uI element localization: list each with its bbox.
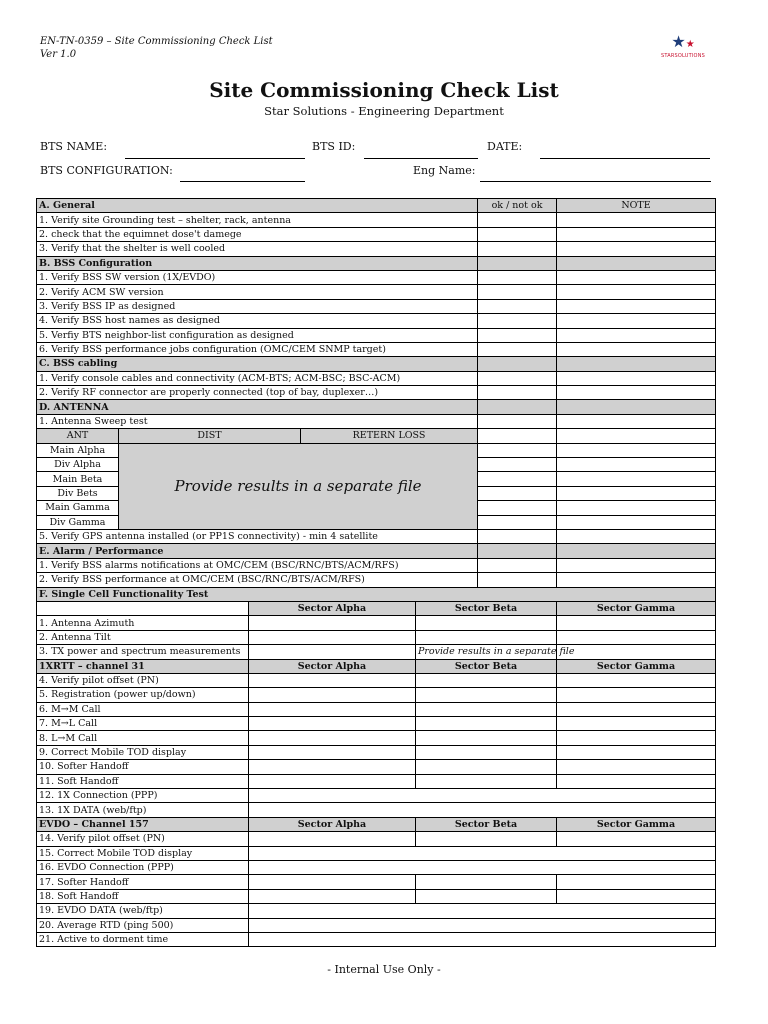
merged-result-cell[interactable]	[249, 860, 716, 874]
eng-name-label: Eng Name:	[413, 164, 476, 177]
sector-gamma-cell[interactable]	[557, 875, 716, 889]
test-item-label: 9. Correct Mobile TOD display	[37, 745, 249, 759]
note-cell[interactable]	[557, 285, 716, 299]
note-cell[interactable]	[557, 227, 716, 241]
ok-cell[interactable]	[478, 472, 557, 486]
test-item-label: 13. 1X DATA (web/ftp)	[37, 803, 249, 817]
note-cell	[557, 357, 716, 371]
note-cell	[557, 544, 716, 558]
document-code: EN-TN-0359 – Site Commissioning Check List	[40, 36, 273, 47]
sector-alpha-cell[interactable]	[249, 630, 416, 644]
ok-cell[interactable]	[478, 328, 557, 342]
test-item-row	[37, 616, 716, 630]
sector-column-header: Sector Beta	[416, 659, 557, 673]
section-c-header	[37, 357, 716, 371]
company-logo	[655, 34, 711, 59]
checklist-item-label: 1. Verify BSS SW version (1X/EVDO)	[37, 270, 478, 284]
sector-column-header: Sector Gamma	[557, 817, 716, 831]
note-cell[interactable]	[557, 443, 716, 457]
ok-cell[interactable]	[478, 314, 557, 328]
ok-cell[interactable]	[478, 529, 557, 543]
merged-result-cell[interactable]	[249, 918, 716, 932]
page-title: Site Commissioning Check List	[209, 78, 559, 102]
checklist-item-row	[37, 299, 716, 313]
ok-cell[interactable]	[478, 270, 557, 284]
sector-alpha-cell[interactable]	[249, 760, 416, 774]
sector-header-row	[37, 601, 716, 615]
checklist-item-label: 3. Verify that the shelter is well cooled	[37, 242, 478, 256]
note-cell[interactable]	[557, 314, 716, 328]
ok-cell[interactable]	[478, 501, 557, 515]
ok-cell	[478, 544, 557, 558]
section-b-header	[37, 256, 716, 270]
sector-column-header: Sector Alpha	[249, 601, 416, 615]
note-cell[interactable]	[557, 501, 716, 515]
sector-beta-cell[interactable]	[416, 616, 557, 630]
checklist-table	[36, 198, 716, 947]
note-cell[interactable]	[557, 342, 716, 356]
eng-name-field[interactable]	[480, 181, 711, 182]
bts-config-label: BTS CONFIGURATION:	[40, 164, 173, 177]
antenna-label: Div Bets	[37, 486, 119, 500]
ok-cell[interactable]	[478, 342, 557, 356]
test-item-label: 8. L→M Call	[37, 731, 249, 745]
checklist-item-row	[37, 573, 716, 587]
checklist-item-label: 2. Verify RF connector are properly connected (top of bay, duplexer…)	[37, 386, 478, 400]
checklist-item-row	[37, 371, 716, 385]
sector-column-header: Sector Gamma	[557, 659, 716, 673]
checklist-item-label: 6. Verify BSS performance jobs configuration (OMC/CEM SNMP target)	[37, 342, 478, 356]
checklist-item-row	[37, 242, 716, 256]
sector-alpha-cell[interactable]	[249, 717, 416, 731]
ant-column-header: ANT	[37, 429, 119, 443]
sector-alpha-cell[interactable]	[249, 745, 416, 759]
note-cell[interactable]	[557, 558, 716, 572]
note-cell[interactable]	[557, 486, 716, 500]
checklist-item-label: 1. Antenna Sweep test	[37, 414, 478, 428]
checklist-item-row	[37, 414, 716, 428]
sector-beta-cell[interactable]	[416, 774, 557, 788]
checklist-item-label: 5. Verify GPS antenna installed (or PP1S connectivity) - min 4 satellite	[37, 529, 478, 543]
merged-result-cell[interactable]	[249, 904, 716, 918]
note-cell[interactable]	[557, 371, 716, 385]
test-item-row	[37, 760, 716, 774]
test-item-row	[37, 630, 716, 644]
logo-text: STARSOLUTIONS	[660, 53, 706, 59]
test-item-label: 19. EVDO DATA (web/ftp)	[37, 904, 249, 918]
document-meta	[40, 35, 273, 61]
test-item-label: 3. TX power and spectrum measurements	[37, 645, 249, 659]
bts-name-field[interactable]	[125, 158, 305, 159]
checklist-item-label: 2. Verify ACM SW version	[37, 285, 478, 299]
checklist-item-label: 1. Verify console cables and connectivity (ACM-BTS; ACM-BSC; BSC-ACM)	[37, 371, 478, 385]
sector-beta-cell[interactable]	[416, 702, 557, 716]
note-cell[interactable]	[557, 386, 716, 400]
sector-gamma-cell[interactable]	[557, 774, 716, 788]
checklist-item-label: 2. check that the equimnet dose't damege	[37, 227, 478, 241]
ok-cell[interactable]	[478, 299, 557, 313]
sector-gamma-cell[interactable]	[557, 760, 716, 774]
sector-beta-cell[interactable]	[416, 688, 557, 702]
test-item-row	[37, 803, 716, 817]
section-header: E. Alarm / Performance	[37, 544, 478, 558]
ok-cell[interactable]	[478, 386, 557, 400]
note-cell[interactable]	[557, 515, 716, 529]
ok-cell[interactable]	[478, 227, 557, 241]
section-e-header	[37, 544, 716, 558]
sector-gamma-cell[interactable]	[557, 616, 716, 630]
test-item-label: 20. Average RTD (ping 500)	[37, 918, 249, 932]
test-item-row	[37, 918, 716, 932]
note-cell[interactable]	[557, 213, 716, 227]
test-item-row	[37, 875, 716, 889]
antenna-label: Div Gamma	[37, 515, 119, 529]
test-item-row	[37, 932, 716, 946]
test-item-label: 15. Correct Mobile TOD display	[37, 846, 249, 860]
sector-gamma-cell[interactable]	[557, 731, 716, 745]
blank-cell	[37, 601, 249, 615]
sector-gamma-cell[interactable]	[557, 673, 716, 687]
sector-beta-cell[interactable]	[416, 875, 557, 889]
test-item-row	[37, 673, 716, 687]
sector-alpha-cell[interactable]	[249, 616, 416, 630]
test-item-row	[37, 702, 716, 716]
test-item-row	[37, 860, 716, 874]
sector-gamma-cell[interactable]	[557, 702, 716, 716]
note-cell[interactable]	[557, 270, 716, 284]
ok-cell[interactable]	[478, 515, 557, 529]
checklist-item-row	[37, 328, 716, 342]
test-item-label: 5. Registration (power up/down)	[37, 688, 249, 702]
bts-id-field[interactable]	[364, 158, 478, 159]
sector-column-header: Sector Beta	[416, 817, 557, 831]
sector-column-header: Sector Alpha	[249, 817, 416, 831]
merged-result-cell[interactable]	[249, 789, 716, 803]
sector-gamma-cell[interactable]	[557, 645, 716, 659]
merged-result-cell[interactable]	[249, 846, 716, 860]
section-header: 1XRTT – channel 31	[37, 659, 249, 673]
test-item-label: 12. 1X Connection (PPP)	[37, 789, 249, 803]
test-item-label: 4. Verify pilot offset (PN)	[37, 673, 249, 687]
section-header: C. BSS cabling	[37, 357, 478, 371]
note-cell[interactable]	[557, 529, 716, 543]
merged-result-cell[interactable]	[249, 803, 716, 817]
sector-alpha-cell[interactable]	[249, 645, 416, 659]
section-d-header	[37, 400, 716, 414]
test-item-row	[37, 832, 716, 846]
checklist-item-row	[37, 213, 716, 227]
sector-alpha-cell[interactable]	[249, 889, 416, 903]
test-item-row	[37, 904, 716, 918]
tx-results-note: Provide results in a separate file	[416, 645, 557, 659]
test-item-row	[37, 731, 716, 745]
test-item-label: 18. Soft Handoff	[37, 889, 249, 903]
test-item-label: 1. Antenna Azimuth	[37, 616, 249, 630]
bts-id-label: BTS ID:	[312, 140, 356, 153]
test-item-row	[37, 717, 716, 731]
note-cell[interactable]	[557, 414, 716, 428]
checklist-item-row	[37, 270, 716, 284]
test-item-row	[37, 688, 716, 702]
sector-gamma-cell[interactable]	[557, 717, 716, 731]
note-cell[interactable]	[557, 573, 716, 587]
checklist-item-label: 1. Verify site Grounding test – shelter, rack, antenna	[37, 213, 478, 227]
sector-beta-cell[interactable]	[416, 673, 557, 687]
test-item-row	[37, 846, 716, 860]
checklist-item-row	[37, 386, 716, 400]
star-icon: ★★	[671, 32, 695, 51]
ok-cell[interactable]	[478, 443, 557, 457]
return-loss-column-header: RETERN LOSS	[301, 429, 478, 443]
section-header: EVDO – Channel 157	[37, 817, 249, 831]
ok-cell[interactable]	[478, 486, 557, 500]
ok-cell[interactable]	[478, 573, 557, 587]
sector-alpha-cell[interactable]	[249, 731, 416, 745]
sector-alpha-cell[interactable]	[249, 875, 416, 889]
sector-beta-cell[interactable]	[416, 745, 557, 759]
ok-cell	[478, 400, 557, 414]
checklist-item-row	[37, 529, 716, 543]
ok-cell	[478, 429, 557, 443]
ok-cell[interactable]	[478, 371, 557, 385]
test-item-label: 6. M→M Call	[37, 702, 249, 716]
date-label: DATE:	[487, 140, 523, 153]
sector-beta-cell[interactable]	[416, 832, 557, 846]
sector-beta-cell[interactable]	[416, 889, 557, 903]
bts-name-label: BTS NAME:	[40, 140, 108, 153]
sector-alpha-cell[interactable]	[249, 774, 416, 788]
section-header: A. General	[37, 199, 478, 213]
antenna-subheader-row	[37, 429, 716, 443]
ok-cell	[478, 357, 557, 371]
ok-cell[interactable]	[478, 458, 557, 472]
test-item-label: 7. M→L Call	[37, 717, 249, 731]
test-item-label: 14. Verify pilot offset (PN)	[37, 832, 249, 846]
sector-column-header: Sector Beta	[416, 601, 557, 615]
checklist-item-row	[37, 314, 716, 328]
sector-alpha-cell[interactable]	[249, 702, 416, 716]
test-item-label: 16. EVDO Connection (PPP)	[37, 860, 249, 874]
sector-column-header: Sector Gamma	[557, 601, 716, 615]
antenna-label: Main Alpha	[37, 443, 119, 457]
test-item-label: 17. Softer Handoff	[37, 875, 249, 889]
date-field[interactable]	[540, 158, 710, 159]
checklist-item-row	[37, 285, 716, 299]
ok-cell[interactable]	[478, 414, 557, 428]
sector-gamma-cell[interactable]	[557, 688, 716, 702]
checklist-item-label: 5. Verfiy BTS neighbor-list configuration as designed	[37, 328, 478, 342]
sector-gamma-cell[interactable]	[557, 630, 716, 644]
test-item-label: 11. Soft Handoff	[37, 774, 249, 788]
ok-cell[interactable]	[478, 213, 557, 227]
page-subtitle: Star Solutions - Engineering Department	[264, 104, 504, 118]
merged-result-cell[interactable]	[249, 932, 716, 946]
sector-beta-cell[interactable]	[416, 731, 557, 745]
antenna-results-note: Provide results in a separate file	[119, 443, 478, 529]
section-header: B. BSS Configuration	[37, 256, 478, 270]
test-item-label: 2. Antenna Tilt	[37, 630, 249, 644]
antenna-row	[37, 443, 716, 457]
document-version: Ver 1.0	[40, 49, 77, 60]
antenna-label: Main Beta	[37, 472, 119, 486]
sector-beta-cell[interactable]	[416, 717, 557, 731]
sector-gamma-cell[interactable]	[557, 889, 716, 903]
test-item-row	[37, 745, 716, 759]
checklist-item-label: 2. Verify BSS performance at OMC/CEM (BSC/RNC/BTS/ACM/RFS)	[37, 573, 478, 587]
ok-cell[interactable]	[478, 242, 557, 256]
bts-config-field[interactable]	[180, 181, 305, 182]
sector-gamma-cell[interactable]	[557, 745, 716, 759]
checklist-item-label: 1. Verify BSS alarms notifications at OMC/CEM (BSC/RNC/BTS/ACM/RFS)	[37, 558, 478, 572]
note-cell[interactable]	[557, 299, 716, 313]
sector-alpha-cell[interactable]	[249, 673, 416, 687]
test-item-label: 10. Softer Handoff	[37, 760, 249, 774]
sector-beta-cell[interactable]	[416, 630, 557, 644]
note-cell[interactable]	[557, 458, 716, 472]
section-header: D. ANTENNA	[37, 400, 478, 414]
sector-alpha-cell[interactable]	[249, 832, 416, 846]
sector-gamma-cell[interactable]	[557, 832, 716, 846]
note-cell[interactable]	[557, 242, 716, 256]
sector-alpha-cell[interactable]	[249, 688, 416, 702]
note-cell[interactable]	[557, 328, 716, 342]
note-cell	[557, 256, 716, 270]
note-column-header: NOTE	[557, 199, 716, 213]
dist-column-header: DIST	[119, 429, 301, 443]
ok-cell	[478, 256, 557, 270]
section-a-header	[37, 199, 716, 213]
checklist-item-row	[37, 342, 716, 356]
test-item-row	[37, 789, 716, 803]
checklist-item-label: 3. Verify BSS IP as designed	[37, 299, 478, 313]
test-item-row	[37, 774, 716, 788]
checklist-item-label: 4. Verify BSS host names as designed	[37, 314, 478, 328]
ok-cell[interactable]	[478, 558, 557, 572]
note-cell	[557, 429, 716, 443]
ok-cell[interactable]	[478, 285, 557, 299]
checklist-item-row	[37, 227, 716, 241]
section-1xrtt-header	[37, 659, 716, 673]
test-item-row	[37, 889, 716, 903]
antenna-label: Div Alpha	[37, 458, 119, 472]
antenna-label: Main Gamma	[37, 501, 119, 515]
sector-beta-cell[interactable]	[416, 760, 557, 774]
checklist-item-row	[37, 558, 716, 572]
ok-column-header: ok / not ok	[478, 199, 557, 213]
test-item-row	[37, 645, 716, 659]
note-cell[interactable]	[557, 472, 716, 486]
section-f-header	[37, 587, 716, 601]
section-evdo-header	[37, 817, 716, 831]
footer-text: - Internal Use Only -	[327, 963, 441, 976]
test-item-label: 21. Active to dorment time	[37, 932, 249, 946]
section-header: F. Single Cell Functionality Test	[37, 587, 716, 601]
note-cell	[557, 400, 716, 414]
sector-column-header: Sector Alpha	[249, 659, 416, 673]
